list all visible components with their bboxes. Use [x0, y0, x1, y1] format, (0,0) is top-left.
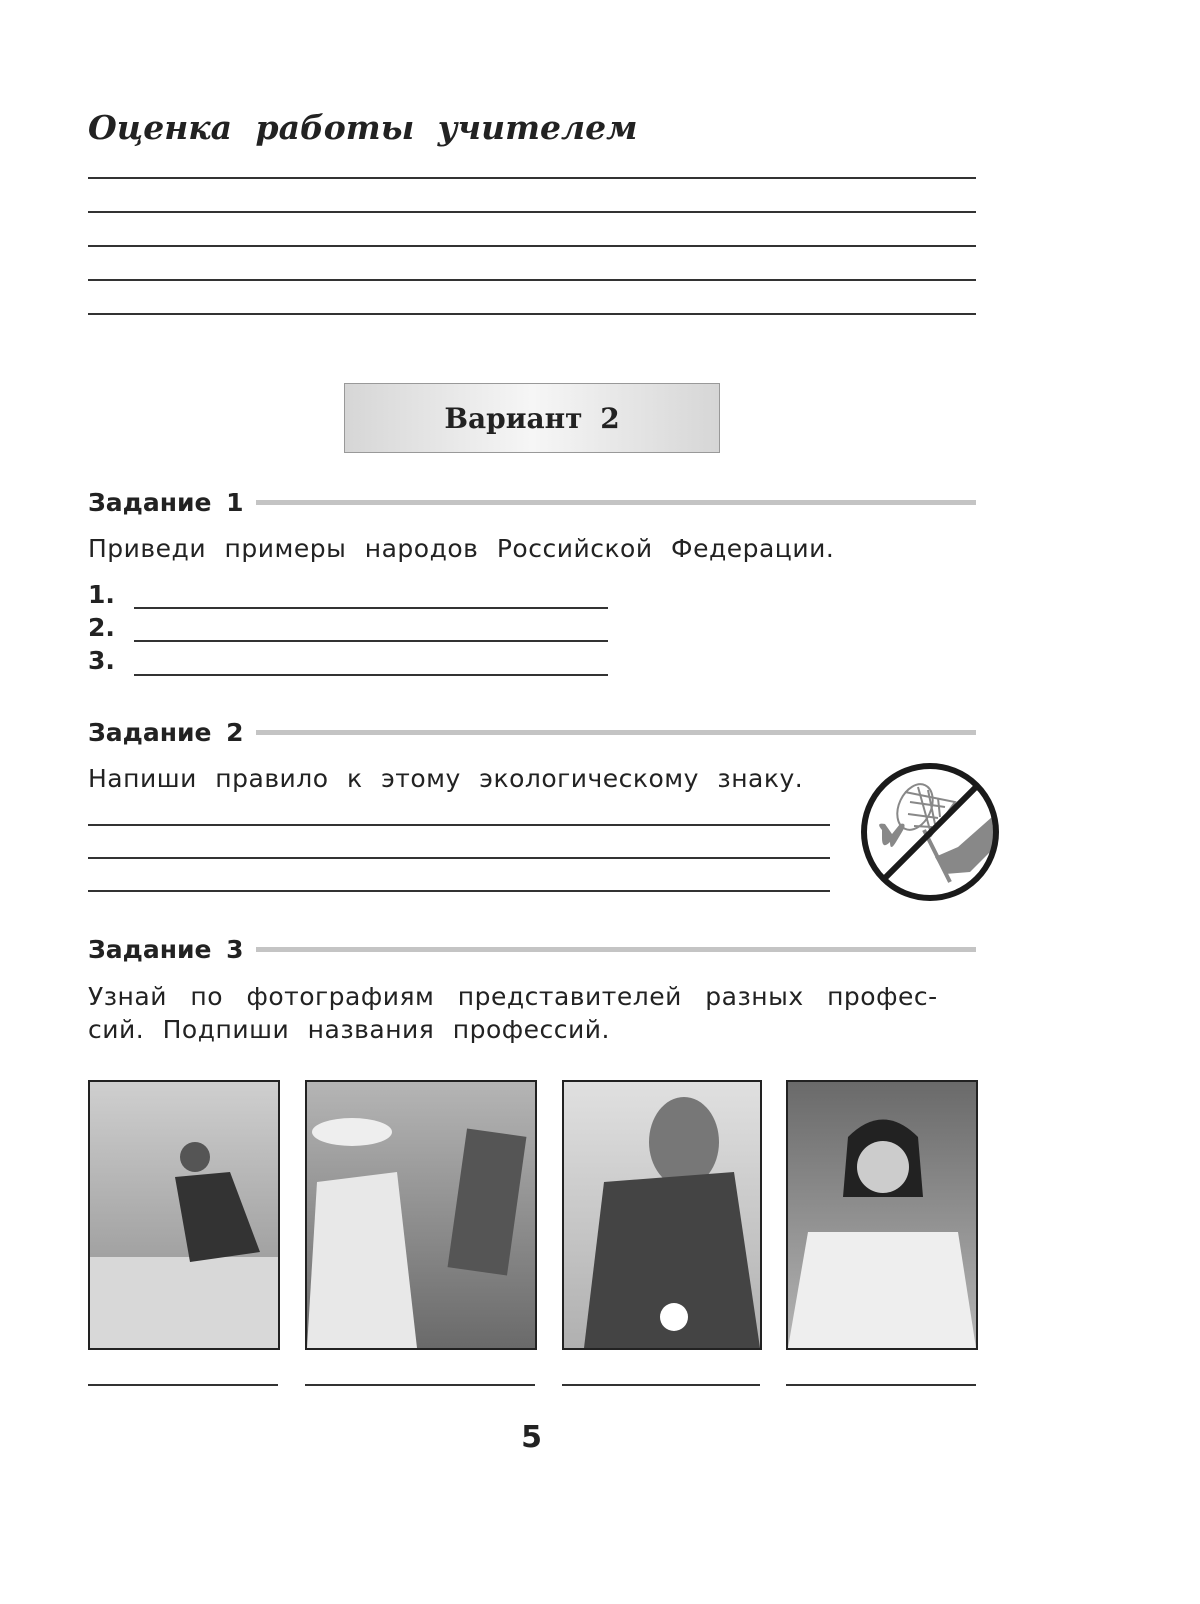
evaluation-line[interactable]: [88, 177, 976, 179]
task-2-text: Напиши правило к этому экологическому знаку.: [88, 764, 804, 793]
answer-line-2[interactable]: [134, 640, 608, 642]
profession-answer-line[interactable]: [88, 1384, 278, 1386]
answer-line[interactable]: [88, 824, 830, 826]
photo-beekeeper: [305, 1080, 537, 1350]
task-2-heading: [88, 718, 976, 747]
answer-line-3[interactable]: [134, 674, 608, 676]
evaluation-line[interactable]: [88, 211, 976, 213]
variant-box: Вариант 2: [344, 383, 720, 453]
task-1-title: Задание 1: [88, 488, 244, 517]
profession-answer-line[interactable]: [786, 1384, 976, 1386]
evaluation-line[interactable]: [88, 245, 976, 247]
task-3-heading: [88, 935, 976, 964]
evaluation-line[interactable]: [88, 279, 976, 281]
answer-number: 2.: [88, 613, 115, 642]
evaluation-line[interactable]: [88, 313, 976, 315]
photo-bricklayer: [88, 1080, 280, 1350]
task-2-title: Задание 2: [88, 718, 244, 747]
answer-number: 3.: [88, 646, 115, 675]
task-3-title: Задание 3: [88, 935, 244, 964]
heading-bar: [256, 947, 976, 952]
profession-answer-line[interactable]: [305, 1384, 535, 1386]
heading-bar: [256, 500, 976, 505]
photo-welder: [562, 1080, 762, 1350]
answer-line-1[interactable]: [134, 607, 608, 609]
profession-answer-line[interactable]: [562, 1384, 760, 1386]
page-number: 5: [521, 1420, 542, 1455]
answer-number: 1.: [88, 580, 115, 609]
photo-shop-assistant: [786, 1080, 978, 1350]
task-1-heading: [88, 488, 976, 517]
task-3-text-line-2: сий. Подпиши названия профессий.: [88, 1015, 610, 1044]
heading-bar: [256, 730, 976, 735]
task-1-text: Приведи примеры народов Российской Федерации.: [88, 534, 835, 563]
task-3-text-line-1: Узнай по фотографиям представителей разных профес-: [88, 982, 938, 1011]
no-catching-butterflies-sign-icon: [860, 762, 1000, 902]
answer-line[interactable]: [88, 890, 830, 892]
evaluation-title: Оценка работы учителем: [88, 108, 638, 147]
answer-line[interactable]: [88, 857, 830, 859]
